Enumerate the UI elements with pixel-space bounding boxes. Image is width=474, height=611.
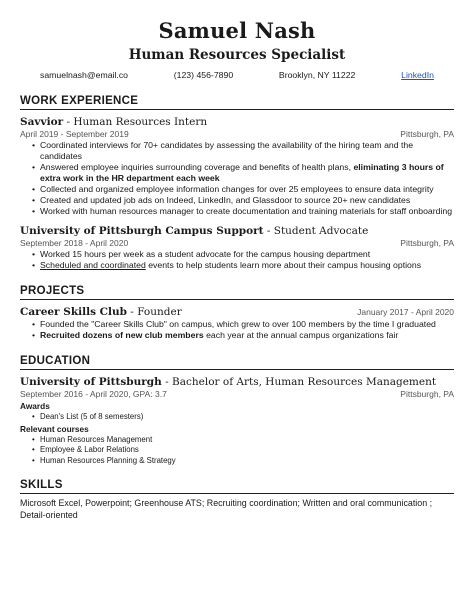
contact-row	[20, 70, 454, 80]
bullet-item: • Founded the "Career Skills Club" on campus, which grew to over 100 members by the time I graduated	[32, 319, 454, 330]
section-title-education: EDUCATION	[20, 354, 454, 370]
skills-text: Microsoft Excel, Powerpoint; Greenhouse ATS; Recruiting coordination; Written and oral communication ; Detail-oriented	[20, 498, 433, 520]
job-role: Student Advocate	[273, 225, 369, 237]
section-title-projects: PROJECTS	[20, 284, 454, 300]
job-bullets	[32, 140, 454, 217]
school-name: University of Pittsburgh	[20, 376, 162, 388]
job-dates: April 2019 - September 2019	[20, 129, 129, 139]
bullet-item: • Collected and organized employee information changes for over 25 employees to ensure data integrity	[32, 184, 454, 195]
job-entry: University of Pittsburgh Campus Support - Student Advocate September 2018 - April 2020 Pittsburgh, PA • Worked 15 hours per week as a student advocate for the campus housing department • Scheduled and coordinated events to help students learn more about their campus housing options	[20, 224, 454, 271]
bullet-item: • Created and updated job ads on Indeed, LinkedIn, and Glassdoor to source 20+ new candidates	[32, 195, 454, 206]
job-bullets	[32, 249, 454, 271]
courses-label: Relevant courses	[20, 423, 89, 434]
courses-list	[32, 435, 454, 467]
job-org: University of Pittsburgh Campus Support	[20, 225, 264, 237]
project-entry: Career Skills Club - Founder January 2017 - April 2020 • Founded the "Career Skills Club" on campus, which grew to over 100 members by the time I graduated • Recruited dozens of new club members each year at the annual campus organizations fair	[20, 305, 454, 341]
section-title-experience: WORK EXPERIENCE	[20, 94, 454, 110]
job-location: Pittsburgh, PA	[400, 129, 454, 139]
candidate-name: Samuel Nash	[158, 18, 316, 43]
bullet-item: • Scheduled and coordinated events to help students learn more about their campus housing options	[32, 260, 454, 271]
education-entry: University of Pittsburgh - Bachelor of Arts, Human Resources Management September 2016 - April 2020, GPA: 3.7 Pittsburgh, PA Awards • Dean's List (5 of 8 semesters) Relevant courses • Human Resources Management • Employee & Labor Relations • Human Resources Planning & Strategy	[20, 375, 454, 466]
location-text: Brooklyn, NY 11222	[278, 70, 356, 80]
job-dates: September 2018 - April 2020	[20, 238, 129, 248]
bullet-item: • Worked 15 hours per week as a student advocate for the campus housing department	[32, 249, 454, 260]
project-role: Founder	[137, 306, 182, 318]
project-bullets	[32, 319, 454, 341]
awards-label: Awards	[20, 401, 50, 411]
education-location: Pittsburgh, PA	[400, 389, 454, 399]
education-dates-gpa: September 2016 - April 2020, GPA: 3.7	[20, 389, 167, 399]
course-item: • Human Resources Planning & Strategy	[32, 456, 454, 467]
email-text: samuelnash@email.co	[40, 70, 129, 80]
job-org: Savvior	[20, 116, 64, 128]
job-location: Pittsburgh, PA	[400, 238, 454, 248]
job-role: Human Resources Intern	[73, 116, 208, 128]
project-org: Career Skills Club	[20, 306, 127, 318]
linkedin-link[interactable]: LinkedIn	[401, 70, 434, 80]
course-item: • Employee & Labor Relations	[32, 445, 454, 456]
degree-name: Bachelor of Arts, Human Resources Management	[172, 376, 437, 388]
bullet-item: • Answered employee inquiries surrounding coverage and benefits of health plans, eliminating 3 hours of extra work in the HR department each week	[32, 162, 454, 184]
project-dates: January 2017 - April 2020	[357, 307, 454, 317]
course-item: • Human Resources Management	[32, 435, 454, 446]
bullet-item: • Coordinated interviews for 70+ candidates by assessing the availability of the hiring team and the candidates	[32, 140, 454, 162]
section-title-skills: SKILLS	[20, 478, 454, 494]
awards-list	[32, 412, 454, 423]
phone-text: (123) 456-7890	[173, 70, 234, 80]
candidate-title: Human Resources Specialist	[128, 47, 346, 63]
award-item: • Dean's List (5 of 8 semesters)	[32, 412, 454, 423]
job-entry: Savvior - Human Resources Intern April 2019 - September 2019 Pittsburgh, PA • Coordinated interviews for 70+ candidates by assessing the availability of the hiring team and the candidates • Answered employee inquiries surrounding coverage and benefits of health plans, eliminating 3 hours of extra work in the HR department each week • Collected and organized employee information changes for over 25 employees to ensure data integrity • Created and updated job ads on Indeed, LinkedIn, and Glassdoor to source 20+ new candidates • Worked with human resources manager to create documentation and training materials for staff onboarding	[20, 115, 454, 217]
bullet-item: • Recruited dozens of new club members each year at the annual campus organizations fair	[32, 330, 454, 341]
bullet-item: • Worked with human resources manager to create documentation and training materials for staff onboarding	[32, 206, 454, 217]
